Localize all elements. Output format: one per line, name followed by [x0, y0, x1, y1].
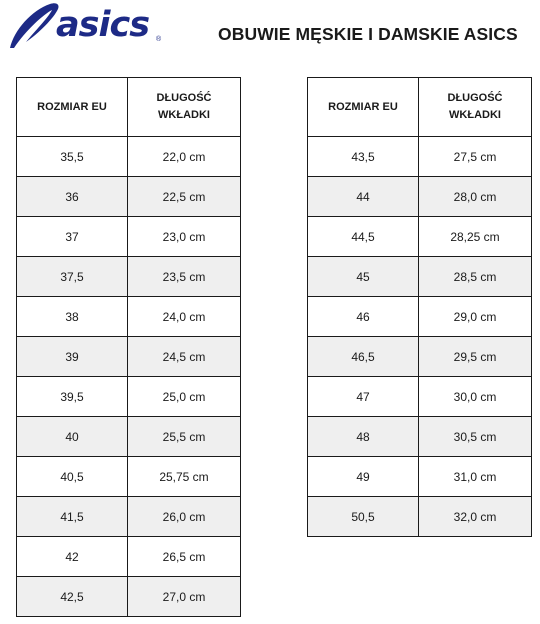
size-eu-cell: 46,5 [308, 337, 419, 377]
header-size-eu: ROZMIAR EU [17, 78, 128, 137]
logo-wordmark: asics [56, 5, 150, 45]
size-eu-cell: 44,5 [308, 217, 419, 257]
size-table-left [16, 77, 241, 617]
insole-length-cell: 22,0 cm [128, 137, 241, 177]
table-row [308, 377, 532, 417]
table-row [308, 457, 532, 497]
size-eu-cell: 37 [17, 217, 128, 257]
size-eu-cell: 43,5 [308, 137, 419, 177]
header-insole-line2: WKŁADKI [158, 109, 210, 121]
size-eu-cell: 36 [17, 177, 128, 217]
size-eu-cell: 50,5 [308, 497, 419, 537]
asics-stripe-icon [4, 0, 64, 56]
table-row [17, 577, 241, 617]
size-eu-cell: 48 [308, 417, 419, 457]
header-insole-line1: DŁUGOŚĆ [447, 92, 503, 104]
size-eu-cell: 37,5 [17, 257, 128, 297]
header-insole-length [128, 78, 241, 137]
size-eu-cell: 42,5 [17, 577, 128, 617]
insole-length-cell: 29,0 cm [419, 297, 532, 337]
insole-length-cell: 23,0 cm [128, 217, 241, 257]
table-row [308, 177, 532, 217]
header-row [308, 78, 532, 137]
insole-length-cell: 23,5 cm [128, 257, 241, 297]
size-eu-cell: 42 [17, 537, 128, 577]
table-row [17, 137, 241, 177]
size-eu-cell: 45 [308, 257, 419, 297]
header-insole-line2: WKŁADKI [449, 109, 501, 121]
registered-mark: ® [156, 36, 162, 43]
table-row [308, 297, 532, 337]
size-eu-cell: 41,5 [17, 497, 128, 537]
table-row [308, 337, 532, 377]
table-row [308, 137, 532, 177]
header-size-eu: ROZMIAR EU [308, 78, 419, 137]
table-row [17, 337, 241, 377]
size-eu-cell: 39 [17, 337, 128, 377]
insole-length-cell: 28,0 cm [419, 177, 532, 217]
insole-length-cell: 30,0 cm [419, 377, 532, 417]
insole-length-cell: 26,5 cm [128, 537, 241, 577]
insole-length-cell: 24,5 cm [128, 337, 241, 377]
size-eu-cell: 38 [17, 297, 128, 337]
size-eu-cell: 40 [17, 417, 128, 457]
header-insole-length [419, 78, 532, 137]
insole-length-cell: 25,0 cm [128, 377, 241, 417]
left-rows [17, 137, 241, 617]
table-row [17, 177, 241, 217]
insole-length-cell: 31,0 cm [419, 457, 532, 497]
asics-logo [4, 0, 166, 56]
insole-length-cell: 28,25 cm [419, 217, 532, 257]
table-row [308, 497, 532, 537]
insole-length-cell: 26,0 cm [128, 497, 241, 537]
table-row [17, 537, 241, 577]
size-eu-cell: 40,5 [17, 457, 128, 497]
size-eu-cell: 46 [308, 297, 419, 337]
table-row [308, 417, 532, 457]
insole-length-cell: 27,0 cm [128, 577, 241, 617]
table-row [17, 297, 241, 337]
insole-length-cell: 25,5 cm [128, 417, 241, 457]
insole-length-cell: 22,5 cm [128, 177, 241, 217]
size-eu-cell: 39,5 [17, 377, 128, 417]
size-eu-cell: 47 [308, 377, 419, 417]
size-eu-cell: 35,5 [17, 137, 128, 177]
table-row [17, 417, 241, 457]
insole-length-cell: 24,0 cm [128, 297, 241, 337]
insole-length-cell: 32,0 cm [419, 497, 532, 537]
insole-length-cell: 28,5 cm [419, 257, 532, 297]
page-title: OBUWIE MĘSKIE I DAMSKIE ASICS [218, 24, 518, 44]
insole-length-cell: 25,75 cm [128, 457, 241, 497]
insole-length-cell: 30,5 cm [419, 417, 532, 457]
size-eu-cell: 44 [308, 177, 419, 217]
size-eu-cell: 49 [308, 457, 419, 497]
table-row [308, 217, 532, 257]
table-row [17, 377, 241, 417]
table-row [17, 457, 241, 497]
header-insole-line1: DŁUGOŚĆ [156, 92, 212, 104]
size-table-right [307, 77, 532, 537]
right-rows [308, 137, 532, 537]
table-row [17, 257, 241, 297]
table-row [17, 497, 241, 537]
table-row [17, 217, 241, 257]
insole-length-cell: 29,5 cm [419, 337, 532, 377]
table-row [308, 257, 532, 297]
insole-length-cell: 27,5 cm [419, 137, 532, 177]
header-row [17, 78, 241, 137]
